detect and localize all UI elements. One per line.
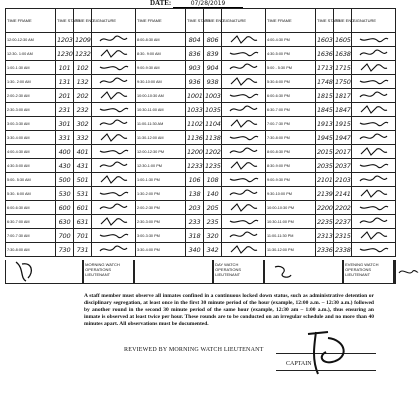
time-end-cell[interactable]: 235 (204, 215, 222, 229)
rounds-log-table (5, 8, 396, 257)
signature-cell[interactable] (222, 229, 266, 243)
signature-cell[interactable] (222, 145, 266, 159)
time-frame-cell: 5:00- 5:30 AM (6, 173, 56, 187)
time-start-cell[interactable]: 340 (186, 243, 204, 257)
handwritten-signature-icon (97, 230, 131, 241)
time-start-cell[interactable]: 1203 (56, 33, 74, 47)
time-start-cell[interactable]: 1713 (316, 61, 334, 75)
lt-sig-evening-prev (264, 260, 343, 284)
time-end-cell[interactable]: 342 (204, 243, 222, 257)
table-row (6, 215, 396, 229)
time-end-cell[interactable]: 102 (74, 61, 92, 75)
handwritten-signature-icon (97, 160, 131, 171)
table-row (6, 75, 396, 89)
time-start-cell[interactable]: 203 (186, 201, 204, 215)
captain-signature-line (276, 370, 376, 371)
time-start-cell[interactable]: 1136 (186, 131, 204, 145)
date-label: DATE: (150, 0, 172, 7)
handwritten-signature-icon (227, 118, 261, 129)
time-end-cell[interactable]: 531 (74, 187, 92, 201)
date-line (150, 0, 270, 8)
time-start-cell[interactable]: 201 (56, 89, 74, 103)
handwritten-signature-icon (357, 216, 391, 227)
col-signature-header: SIGNATURE (92, 9, 136, 33)
time-start-cell[interactable]: 1636 (316, 47, 334, 61)
time-end-cell[interactable]: 806 (204, 33, 222, 47)
signature-cell[interactable] (352, 103, 396, 117)
signature-cell[interactable] (222, 215, 266, 229)
time-end-cell[interactable]: 1847 (334, 103, 352, 117)
handwritten-signature-icon (97, 76, 131, 87)
signature-cell[interactable] (92, 75, 136, 89)
table-row (6, 89, 396, 103)
handwritten-signature-icon (227, 188, 261, 199)
handwritten-signature-icon (97, 132, 131, 143)
time-start-cell[interactable]: 1845 (316, 103, 334, 117)
time-frame-cell: 4:30-5:00 PM (266, 47, 316, 61)
signature-cell[interactable] (222, 75, 266, 89)
time-start-cell[interactable]: 318 (186, 229, 204, 243)
time-frame-cell: 4:00-4:30 AM (6, 145, 56, 159)
time-end-cell[interactable]: 2338 (334, 243, 352, 257)
signature-cell[interactable] (92, 145, 136, 159)
time-start-cell[interactable]: 1200 (186, 145, 204, 159)
time-frame-cell: 10:00-10:30 PM (266, 201, 316, 215)
time-end-cell[interactable]: 2037 (334, 159, 352, 173)
table-row (6, 229, 396, 243)
time-frame-cell: 3:00-3:30 PM (136, 229, 186, 243)
signature-cell[interactable] (222, 33, 266, 47)
time-start-cell[interactable]: 2101 (316, 173, 334, 187)
time-start-cell[interactable]: 1945 (316, 131, 334, 145)
table-row (6, 61, 396, 75)
time-end-cell[interactable]: 132 (74, 75, 92, 89)
time-start-cell[interactable]: 1913 (316, 117, 334, 131)
time-end-cell[interactable]: 1104 (204, 117, 222, 131)
signature-cell[interactable] (92, 173, 136, 187)
time-start-cell[interactable]: 2200 (316, 201, 334, 215)
handwritten-signature-icon (227, 216, 261, 227)
lt-sig-day-area (134, 260, 213, 284)
time-frame-cell: 8:00-8:30 PM (266, 145, 316, 159)
time-frame-cell: 3:30-4:00 AM (6, 131, 56, 145)
handwritten-signature-icon (227, 48, 261, 59)
time-end-cell[interactable]: 2202 (334, 201, 352, 215)
table-row (6, 131, 396, 145)
table-row (6, 47, 396, 61)
handwritten-signature-icon (97, 34, 131, 45)
time-frame-cell: 1:30-2:00 PM (136, 187, 186, 201)
time-end-cell[interactable]: 332 (74, 131, 92, 145)
time-end-cell[interactable]: 1232 (74, 47, 92, 61)
signature-cell[interactable] (352, 173, 396, 187)
time-start-cell[interactable]: 131 (56, 75, 74, 89)
col-end-header: TIME END (334, 9, 352, 33)
time-start-cell[interactable]: 1748 (316, 75, 334, 89)
time-frame-cell: 9:00-9:30 PM (266, 173, 316, 187)
table-header-row (6, 9, 396, 33)
time-start-cell[interactable]: 903 (186, 61, 204, 75)
time-frame-cell: 4:00-4:30 PM (266, 33, 316, 47)
handwritten-signature-icon (97, 48, 131, 59)
lt-sig-evening-area (394, 260, 396, 284)
signature-cell[interactable] (352, 159, 396, 173)
time-start-cell[interactable]: 500 (56, 173, 74, 187)
handwritten-signature-icon (227, 76, 261, 87)
lt-label-evening: EVENING WATCH OPERATIONS LIEUTENANT (343, 260, 394, 284)
time-start-cell[interactable]: 2336 (316, 243, 334, 257)
table-body (6, 33, 396, 257)
signature-cell[interactable] (352, 75, 396, 89)
date-value: 07/28/2019 (173, 0, 243, 8)
time-frame-cell: 7:30-8:00 AM (6, 243, 56, 257)
time-frame-cell: 6:30-7:00 PM (266, 103, 316, 117)
observation-policy-notice: A staff member must observe all inmates confined in a continuous locked down status, such as administrative detention or disciplinary segregation, at least once in the first 30 minute period of the hour (example, 12:00 a.m. – 12:30 a.m.) followed by another round in the second 30 minute period of the same hour (example, 12:30 am – 1:00 a.m.), thus ensuring an inmate is observed at least twice per hour. These rounds are to be conducted on an irregular schedule and no more than 40 minutes apart. All observations must be documented. (84, 293, 374, 327)
col-signature-header: SIGNATURE (352, 9, 396, 33)
time-end-cell[interactable]: 501 (74, 173, 92, 187)
signature-cell[interactable] (92, 229, 136, 243)
signature-cell[interactable] (222, 173, 266, 187)
col-start-header: TIME START (316, 9, 334, 33)
time-start-cell[interactable]: 101 (56, 61, 74, 75)
signature-cell[interactable] (352, 187, 396, 201)
handwritten-signature-icon (227, 174, 261, 185)
time-frame-cell: 9:30-10:00 PM (266, 187, 316, 201)
time-end-cell[interactable]: 108 (204, 173, 222, 187)
handwritten-signature-icon (227, 132, 261, 143)
time-start-cell[interactable]: 1033 (186, 103, 204, 117)
time-end-cell[interactable]: 1817 (334, 89, 352, 103)
time-start-cell[interactable]: 1233 (186, 159, 204, 173)
time-start-cell[interactable]: 2139 (316, 187, 334, 201)
time-start-cell[interactable]: 231 (56, 103, 74, 117)
time-end-cell[interactable]: 1750 (334, 75, 352, 89)
table-row (6, 33, 396, 47)
table-row (6, 201, 396, 215)
signature-cell[interactable] (92, 61, 136, 75)
time-start-cell[interactable]: 1603 (316, 33, 334, 47)
handwritten-signature-icon (227, 62, 261, 73)
time-frame-cell: 7:00-7:30 PM (266, 117, 316, 131)
handwritten-signature-icon (97, 244, 131, 255)
time-end-cell[interactable]: 839 (204, 47, 222, 61)
col-start-header: TIME START (186, 9, 204, 33)
time-start-cell[interactable]: 804 (186, 33, 204, 47)
signature-cell[interactable] (352, 117, 396, 131)
time-frame-cell: 5:30- 6:00 AM (6, 187, 56, 201)
col-end-header: TIME END (74, 9, 92, 33)
time-frame-cell: 2:30-3:00 AM (6, 103, 56, 117)
time-frame-cell: 11:00-11:30 PM (266, 229, 316, 243)
time-start-cell[interactable]: 2015 (316, 145, 334, 159)
time-end-cell[interactable]: 1235 (204, 159, 222, 173)
time-end-cell[interactable]: 1605 (334, 33, 352, 47)
time-frame-cell: 7:00-7:30 AM (6, 229, 56, 243)
signature-cell[interactable] (92, 33, 136, 47)
table-row (6, 117, 396, 131)
time-end-cell[interactable]: 320 (204, 229, 222, 243)
time-frame-cell: 1:30- 2:00 AM (6, 75, 56, 89)
handwritten-signature-icon (357, 90, 391, 101)
table-row (6, 187, 396, 201)
time-end-cell[interactable]: 701 (74, 229, 92, 243)
time-start-cell[interactable]: 730 (56, 243, 74, 257)
handwritten-signature-icon (97, 188, 131, 199)
time-end-cell[interactable]: 2315 (334, 229, 352, 243)
signature-cell[interactable] (352, 215, 396, 229)
time-frame-cell: 3:00-3:30 AM (6, 117, 56, 131)
signature-cell[interactable] (92, 159, 136, 173)
handwritten-signature-icon (357, 230, 391, 241)
time-frame-cell: 10:30-11:00 AM (136, 103, 186, 117)
signature-cell[interactable] (222, 201, 266, 215)
col-frame-header: TIME FRAME (6, 9, 56, 33)
handwritten-signature-icon (357, 34, 391, 45)
time-end-cell[interactable]: 1035 (204, 103, 222, 117)
time-end-cell[interactable]: 2103 (334, 173, 352, 187)
time-end-cell[interactable]: 140 (204, 187, 222, 201)
time-frame-cell: 2:30-3:00 PM (136, 215, 186, 229)
signature-cell[interactable] (222, 187, 266, 201)
handwritten-signature-icon (357, 188, 391, 199)
signature-cell[interactable] (352, 33, 396, 47)
time-end-cell[interactable]: 1638 (334, 47, 352, 61)
col-start-header: TIME START (56, 9, 74, 33)
time-frame-cell: 2:00-2:30 PM (136, 201, 186, 215)
signature-cell[interactable] (222, 61, 266, 75)
time-end-cell[interactable]: 1003 (204, 89, 222, 103)
time-frame-cell: 5:30-6:00 PM (266, 75, 316, 89)
time-start-cell[interactable]: 530 (56, 187, 74, 201)
time-start-cell[interactable]: 630 (56, 215, 74, 229)
time-start-cell[interactable]: 331 (56, 131, 74, 145)
signature-cell[interactable] (222, 89, 266, 103)
handwritten-signature-icon (227, 244, 261, 255)
handwritten-signature-icon (357, 202, 391, 213)
signature-cell[interactable] (352, 47, 396, 61)
signature-cell[interactable] (222, 47, 266, 61)
signature-cell[interactable] (92, 131, 136, 145)
table-row (6, 145, 396, 159)
time-start-cell[interactable]: 836 (186, 47, 204, 61)
signature-cell[interactable] (222, 159, 266, 173)
handwritten-signature-icon (357, 160, 391, 171)
time-end-cell[interactable]: 205 (204, 201, 222, 215)
table-row (6, 159, 396, 173)
time-start-cell[interactable]: 106 (186, 173, 204, 187)
time-end-cell[interactable]: 302 (74, 117, 92, 131)
time-end-cell[interactable]: 1715 (334, 61, 352, 75)
time-frame-cell: 11:30-12:00 PM (266, 243, 316, 257)
lt-blank-morning (5, 260, 83, 284)
time-end-cell[interactable]: 1915 (334, 117, 352, 131)
time-frame-cell: 12:00-12:30 AM (6, 33, 56, 47)
time-frame-cell: 6:00-6:30 AM (6, 201, 56, 215)
signature-cell[interactable] (352, 243, 396, 257)
handwritten-signature-icon (97, 216, 131, 227)
time-frame-cell: 4:30-5:00 AM (6, 159, 56, 173)
col-frame-header: TIME FRAME (136, 9, 186, 33)
lieutenant-signature-row (5, 260, 396, 284)
handwritten-signature-icon (357, 76, 391, 87)
time-start-cell[interactable]: 700 (56, 229, 74, 243)
time-frame-cell: 8:30-9:00 PM (266, 159, 316, 173)
time-frame-cell: 10:30-11:00 PM (266, 215, 316, 229)
signature-cell[interactable] (352, 89, 396, 103)
col-frame-header: TIME FRAME (266, 9, 316, 33)
table-row (6, 103, 396, 117)
signature-cell[interactable] (92, 201, 136, 215)
handwritten-signature-icon (357, 62, 391, 73)
time-frame-cell: 5:00 - 5:30 PM (266, 61, 316, 75)
handwritten-signature-icon (227, 160, 261, 171)
handwritten-signature-icon (357, 174, 391, 185)
handwritten-signature-icon (357, 118, 391, 129)
time-end-cell[interactable]: 1209 (74, 33, 92, 47)
time-frame-cell: 3:30-4:00 PM (136, 243, 186, 257)
time-start-cell[interactable]: 2313 (316, 229, 334, 243)
signature-cell[interactable] (222, 103, 266, 117)
col-signature-header: SIGNATURE (222, 9, 266, 33)
time-frame-cell: 7:30-8:00 PM (266, 131, 316, 145)
time-frame-cell: 1:00-1:30 AM (6, 61, 56, 75)
time-start-cell[interactable]: 2035 (316, 159, 334, 173)
signature-cell[interactable] (352, 131, 396, 145)
signature-cell[interactable] (92, 215, 136, 229)
signature-cell[interactable] (92, 89, 136, 103)
handwritten-signature-icon (97, 90, 131, 101)
handwritten-signature-icon (97, 174, 131, 185)
time-start-cell[interactable]: 233 (186, 215, 204, 229)
time-start-cell[interactable]: 2235 (316, 215, 334, 229)
handwritten-signature-icon (357, 48, 391, 59)
time-end-cell[interactable]: 631 (74, 215, 92, 229)
table-row (6, 243, 396, 257)
handwritten-signature-icon (357, 146, 391, 157)
time-start-cell[interactable]: 430 (56, 159, 74, 173)
table-row (6, 173, 396, 187)
time-end-cell[interactable]: 601 (74, 201, 92, 215)
time-frame-cell: 8:00-8:30 AM (136, 33, 186, 47)
handwritten-signature-icon (227, 104, 261, 115)
handwritten-signature-icon (357, 244, 391, 255)
captain-label: CAPTAIN (286, 361, 312, 367)
time-end-cell[interactable]: 232 (74, 103, 92, 117)
signature-cell[interactable] (92, 243, 136, 257)
time-frame-cell: 9:00-9:30 AM (136, 61, 186, 75)
signature-cell[interactable] (222, 131, 266, 145)
time-frame-cell: 8:30- 9:00 AM (136, 47, 186, 61)
time-frame-cell: 2:00-2:30 AM (6, 89, 56, 103)
time-end-cell[interactable]: 2017 (334, 145, 352, 159)
time-frame-cell: 9:30-10:00 AM (136, 75, 186, 89)
signature-cell[interactable] (92, 117, 136, 131)
signature-cell[interactable] (352, 201, 396, 215)
time-frame-cell: 1:00-1:30 PM (136, 173, 186, 187)
signature-mark-icon (273, 263, 293, 281)
signature-loop-icon (397, 267, 419, 277)
handwritten-signature-icon (97, 104, 131, 115)
reviewed-by-label: REVIEWED BY MORNING WATCH LIEUTENANT (124, 347, 264, 353)
time-start-cell[interactable]: 600 (56, 201, 74, 215)
handwritten-signature-icon (227, 202, 261, 213)
handwritten-signature-icon (97, 62, 131, 73)
time-end-cell[interactable]: 202 (74, 89, 92, 103)
signature-cell[interactable] (92, 103, 136, 117)
time-end-cell[interactable]: 1138 (204, 131, 222, 145)
time-end-cell[interactable]: 731 (74, 243, 92, 257)
handwritten-signature-icon (227, 230, 261, 241)
handwritten-signature-icon (97, 146, 131, 157)
time-frame-cell: 12:30-1:00 PM (136, 159, 186, 173)
time-frame-cell: 12:00-12:30 PM (136, 145, 186, 159)
signature-cell[interactable] (352, 145, 396, 159)
signature-cell[interactable] (352, 229, 396, 243)
time-frame-cell: 12:30- 1:00 AM (6, 47, 56, 61)
time-start-cell[interactable]: 138 (186, 187, 204, 201)
time-start-cell[interactable]: 1001 (186, 89, 204, 103)
time-start-cell[interactable]: 936 (186, 75, 204, 89)
time-end-cell[interactable]: 1202 (204, 145, 222, 159)
handwritten-signature-icon (357, 104, 391, 115)
time-end-cell[interactable]: 938 (204, 75, 222, 89)
time-frame-cell: 11:30-12:00 AM (136, 131, 186, 145)
time-end-cell[interactable]: 1947 (334, 131, 352, 145)
handwritten-signature-icon (97, 118, 131, 129)
handwritten-signature-icon (227, 34, 261, 45)
time-start-cell[interactable]: 1815 (316, 89, 334, 103)
time-start-cell[interactable]: 1102 (186, 117, 204, 131)
time-start-cell[interactable]: 1230 (56, 47, 74, 61)
lt-label-day: DAY WATCH OPERATIONS LIEUTENANT (213, 260, 264, 284)
handwritten-signature-icon (357, 132, 391, 143)
col-end-header: TIME END (204, 9, 222, 33)
time-frame-cell: 6:00-6:30 PM (266, 89, 316, 103)
handwritten-signature-icon (97, 202, 131, 213)
time-end-cell[interactable]: 2237 (334, 215, 352, 229)
handwritten-signature-icon (227, 146, 261, 157)
signature-cell[interactable] (92, 47, 136, 61)
signature-cell[interactable] (92, 187, 136, 201)
time-frame-cell: 10:00-10:30 AM (136, 89, 186, 103)
signature-cell[interactable] (222, 243, 266, 257)
time-start-cell[interactable]: 301 (56, 117, 74, 131)
signature-cell[interactable] (222, 117, 266, 131)
time-end-cell[interactable]: 401 (74, 145, 92, 159)
time-end-cell[interactable]: 2141 (334, 187, 352, 201)
time-frame-cell: 11:00-11:30 AM (136, 117, 186, 131)
handwritten-signature-icon (227, 90, 261, 101)
lt-label-morning: MORNING WATCH OPERATIONS LIEUTENANT (83, 260, 134, 284)
time-end-cell[interactable]: 431 (74, 159, 92, 173)
signature-scrawl-icon (12, 260, 42, 282)
time-end-cell[interactable]: 904 (204, 61, 222, 75)
time-frame-cell: 6:30-7:00 AM (6, 215, 56, 229)
time-start-cell[interactable]: 400 (56, 145, 74, 159)
signature-cell[interactable] (352, 61, 396, 75)
